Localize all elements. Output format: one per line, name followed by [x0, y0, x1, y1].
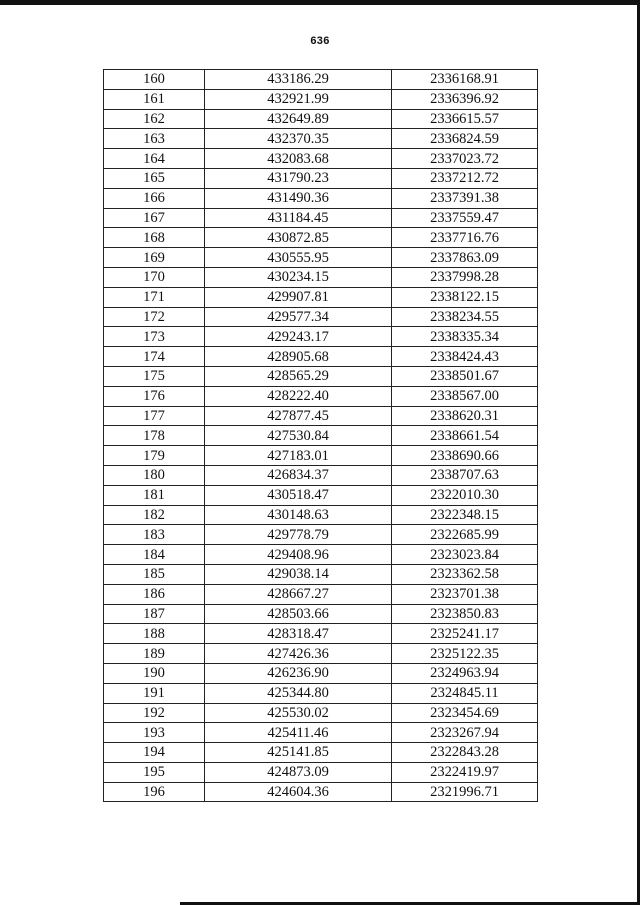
y-coordinate-cell: 2338234.55	[392, 307, 538, 327]
x-coordinate-cell: 429907.81	[205, 287, 392, 307]
table-row	[104, 347, 538, 367]
x-coordinate-cell: 432370.35	[205, 129, 392, 149]
x-coordinate-cell: 425344.80	[205, 683, 392, 703]
table-row	[104, 109, 538, 129]
table-row	[104, 287, 538, 307]
x-coordinate-cell: 430148.63	[205, 505, 392, 525]
point-number-cell: 178	[104, 426, 205, 446]
point-number-cell: 180	[104, 465, 205, 485]
y-coordinate-cell: 2322685.99	[392, 525, 538, 545]
table-row	[104, 624, 538, 644]
point-number-cell: 167	[104, 208, 205, 228]
x-coordinate-cell: 428565.29	[205, 366, 392, 386]
point-number-cell: 182	[104, 505, 205, 525]
point-number-cell: 188	[104, 624, 205, 644]
x-coordinate-cell: 429408.96	[205, 545, 392, 565]
y-coordinate-cell: 2337559.47	[392, 208, 538, 228]
y-coordinate-cell: 2338122.15	[392, 287, 538, 307]
table-row	[104, 465, 538, 485]
table-row	[104, 248, 538, 268]
y-coordinate-cell: 2337212.72	[392, 168, 538, 188]
table-row	[104, 663, 538, 683]
x-coordinate-cell: 430555.95	[205, 248, 392, 268]
x-coordinate-cell: 428503.66	[205, 604, 392, 624]
y-coordinate-cell: 2338501.67	[392, 366, 538, 386]
table-row	[104, 584, 538, 604]
table-row	[104, 782, 538, 802]
table-row	[104, 485, 538, 505]
y-coordinate-cell: 2322419.97	[392, 762, 538, 782]
point-number-cell: 164	[104, 149, 205, 169]
point-number-cell: 185	[104, 564, 205, 584]
table-row	[104, 327, 538, 347]
y-coordinate-cell: 2324845.11	[392, 683, 538, 703]
x-coordinate-cell: 427877.45	[205, 406, 392, 426]
x-coordinate-cell: 429778.79	[205, 525, 392, 545]
x-coordinate-cell: 428905.68	[205, 347, 392, 367]
table-row	[104, 307, 538, 327]
point-number-cell: 183	[104, 525, 205, 545]
y-coordinate-cell: 2324963.94	[392, 663, 538, 683]
table-row	[104, 228, 538, 248]
point-number-cell: 168	[104, 228, 205, 248]
table-row	[104, 723, 538, 743]
x-coordinate-cell: 430518.47	[205, 485, 392, 505]
table-row	[104, 703, 538, 723]
point-number-cell: 161	[104, 89, 205, 109]
x-coordinate-cell: 429577.34	[205, 307, 392, 327]
table-row	[104, 267, 538, 287]
page-number: 636	[310, 35, 330, 47]
point-number-cell: 196	[104, 782, 205, 802]
top-scan-border	[0, 0, 640, 5]
y-coordinate-cell: 2338424.43	[392, 347, 538, 367]
x-coordinate-cell: 425141.85	[205, 743, 392, 763]
y-coordinate-cell: 2338620.31	[392, 406, 538, 426]
x-coordinate-cell: 428222.40	[205, 386, 392, 406]
x-coordinate-cell: 427426.36	[205, 644, 392, 664]
table-row	[104, 762, 538, 782]
point-number-cell: 186	[104, 584, 205, 604]
point-number-cell: 187	[104, 604, 205, 624]
point-number-cell: 191	[104, 683, 205, 703]
table-row	[104, 208, 538, 228]
table-row	[104, 683, 538, 703]
y-coordinate-cell: 2338690.66	[392, 446, 538, 466]
y-coordinate-cell: 2337998.28	[392, 267, 538, 287]
point-number-cell: 189	[104, 644, 205, 664]
point-number-cell: 192	[104, 703, 205, 723]
point-number-cell: 175	[104, 366, 205, 386]
table-row	[104, 446, 538, 466]
table-row	[104, 188, 538, 208]
point-number-cell: 184	[104, 545, 205, 565]
y-coordinate-cell: 2337863.09	[392, 248, 538, 268]
point-number-cell: 181	[104, 485, 205, 505]
x-coordinate-cell: 424873.09	[205, 762, 392, 782]
x-coordinate-cell: 427530.84	[205, 426, 392, 446]
coordinates-table-body	[104, 70, 538, 802]
y-coordinate-cell: 2336168.91	[392, 70, 538, 90]
x-coordinate-cell: 430234.15	[205, 267, 392, 287]
x-coordinate-cell: 425411.46	[205, 723, 392, 743]
y-coordinate-cell: 2337716.76	[392, 228, 538, 248]
table-row	[104, 168, 538, 188]
point-number-cell: 190	[104, 663, 205, 683]
x-coordinate-cell: 424604.36	[205, 782, 392, 802]
point-number-cell: 173	[104, 327, 205, 347]
y-coordinate-cell: 2337023.72	[392, 149, 538, 169]
y-coordinate-cell: 2322843.28	[392, 743, 538, 763]
table-row	[104, 604, 538, 624]
point-number-cell: 171	[104, 287, 205, 307]
point-number-cell: 165	[104, 168, 205, 188]
x-coordinate-cell: 429243.17	[205, 327, 392, 347]
point-number-cell: 176	[104, 386, 205, 406]
x-coordinate-cell: 427183.01	[205, 446, 392, 466]
y-coordinate-cell: 2338661.54	[392, 426, 538, 446]
point-number-cell: 193	[104, 723, 205, 743]
point-number-cell: 160	[104, 70, 205, 90]
point-number-cell: 172	[104, 307, 205, 327]
x-coordinate-cell: 431184.45	[205, 208, 392, 228]
table-row	[104, 366, 538, 386]
x-coordinate-cell: 428667.27	[205, 584, 392, 604]
table-row	[104, 386, 538, 406]
y-coordinate-cell: 2323023.84	[392, 545, 538, 565]
y-coordinate-cell: 2322010.30	[392, 485, 538, 505]
table-row	[104, 564, 538, 584]
x-coordinate-cell: 431490.36	[205, 188, 392, 208]
y-coordinate-cell: 2325122.35	[392, 644, 538, 664]
x-coordinate-cell: 432649.89	[205, 109, 392, 129]
table-row	[104, 426, 538, 446]
table-row	[104, 149, 538, 169]
y-coordinate-cell: 2338335.34	[392, 327, 538, 347]
x-coordinate-cell: 432921.99	[205, 89, 392, 109]
table-row	[104, 129, 538, 149]
x-coordinate-cell: 431790.23	[205, 168, 392, 188]
y-coordinate-cell: 2338707.63	[392, 465, 538, 485]
y-coordinate-cell: 2321996.71	[392, 782, 538, 802]
coordinates-table	[103, 69, 538, 802]
y-coordinate-cell: 2336396.92	[392, 89, 538, 109]
table-row	[104, 525, 538, 545]
point-number-cell: 179	[104, 446, 205, 466]
table-row	[104, 545, 538, 565]
x-coordinate-cell: 426834.37	[205, 465, 392, 485]
point-number-cell: 169	[104, 248, 205, 268]
y-coordinate-cell: 2336824.59	[392, 129, 538, 149]
x-coordinate-cell: 430872.85	[205, 228, 392, 248]
table-row	[104, 505, 538, 525]
y-coordinate-cell: 2325241.17	[392, 624, 538, 644]
point-number-cell: 170	[104, 267, 205, 287]
table-row	[104, 644, 538, 664]
point-number-cell: 163	[104, 129, 205, 149]
x-coordinate-cell: 428318.47	[205, 624, 392, 644]
x-coordinate-cell: 425530.02	[205, 703, 392, 723]
y-coordinate-cell: 2323454.69	[392, 703, 538, 723]
x-coordinate-cell: 432083.68	[205, 149, 392, 169]
table-row	[104, 406, 538, 426]
table-row	[104, 743, 538, 763]
y-coordinate-cell: 2323850.83	[392, 604, 538, 624]
x-coordinate-cell: 429038.14	[205, 564, 392, 584]
y-coordinate-cell: 2322348.15	[392, 505, 538, 525]
y-coordinate-cell: 2336615.57	[392, 109, 538, 129]
x-coordinate-cell: 433186.29	[205, 70, 392, 90]
point-number-cell: 195	[104, 762, 205, 782]
x-coordinate-cell: 426236.90	[205, 663, 392, 683]
y-coordinate-cell: 2323362.58	[392, 564, 538, 584]
point-number-cell: 162	[104, 109, 205, 129]
table-row	[104, 89, 538, 109]
y-coordinate-cell: 2323701.38	[392, 584, 538, 604]
y-coordinate-cell: 2338567.00	[392, 386, 538, 406]
point-number-cell: 177	[104, 406, 205, 426]
table-row	[104, 70, 538, 90]
point-number-cell: 174	[104, 347, 205, 367]
y-coordinate-cell: 2337391.38	[392, 188, 538, 208]
point-number-cell: 166	[104, 188, 205, 208]
point-number-cell: 194	[104, 743, 205, 763]
y-coordinate-cell: 2323267.94	[392, 723, 538, 743]
